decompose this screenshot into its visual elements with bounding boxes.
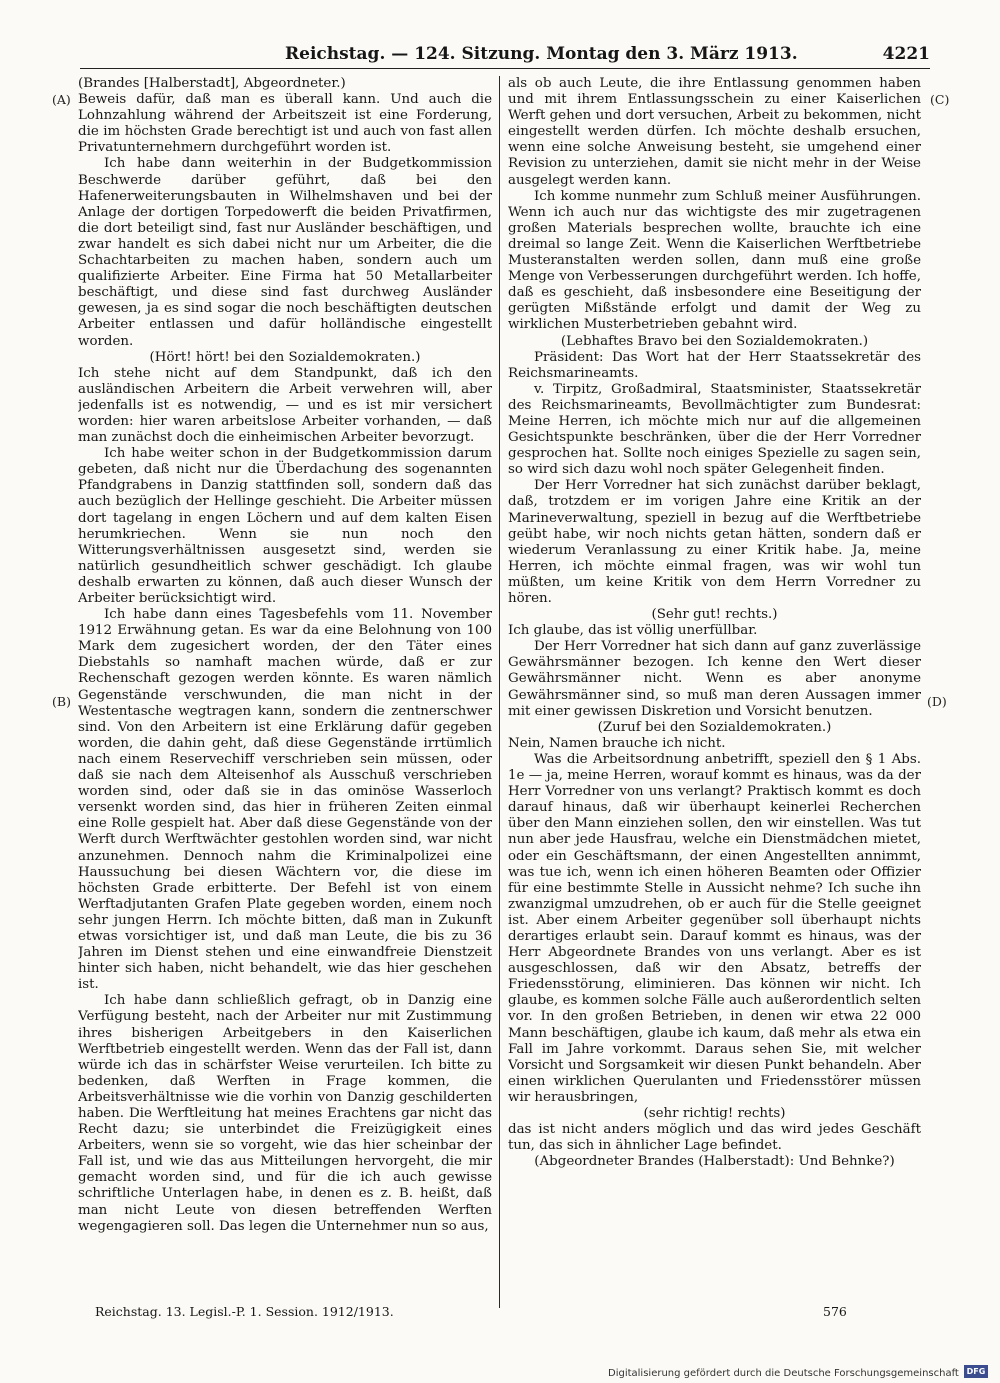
column-divider <box>499 76 500 1308</box>
running-header <box>80 44 930 69</box>
dfg-logo-icon: DFG <box>964 1365 988 1378</box>
paragraph: Was die Arbeitsordnung anbetrifft, speziell den § 1 Abs. 1e — ja, meine Herren, worauf kommt es hinaus, was da der Herr Vorredner von uns verlangt? Praktisch kommt es doch darauf hinaus, daß wir überhaupt keinerlei Recherchen über den Mann einziehen sollen, den wir einstellen. Was tut nun aber jede Hausfrau, welche ein Dienstmädchen mietet, oder ein Geschäftsmann, der einen Angestellten annimmt, was tue ich, wenn ich einen höheren Beamten oder Offizier für eine bestimmte Stelle in Aussicht nehme? Ich suche ihn zwanzigmal umzudrehen, ob er auch für die Stelle geeignet ist. Aber einem Arbeiter gegenüber soll überhaupt nichts derartiges erlaubt sein. Darauf kommt es hinaus, was der Herr Abgeordnete Brandes von uns verlangt. Aber es ist ausgeschlossen, daß wir den Absatz, betreffs der Friedensstörung, eliminieren. Das können wir nicht. Ich glaube, es kommen solche Fälle auch außerordentlich selten vor. In den großen Betrieben, in denen wir etwa 22 000 Mann beschäftigen, glaube ich kaum, daß mehr als etwa ein Fall im Jahre vorkommt. Daraus sehen Sie, mit welcher Vorsicht und Sorgsamkeit wir diesen Punkt behandeln. Aber einen wirklichen Querulanten und Friedensstörer müssen wir herausbringen, <box>508 751 921 1105</box>
footer-sheet-number: 576 <box>823 1304 847 1319</box>
interjection: (Abgeordneter Brandes (Halberstadt): Und Behnke?) <box>534 1154 895 1170</box>
margin-letter-b: (B) <box>52 694 71 709</box>
paragraph: Ich glaube, das ist völlig unerfüllbar. <box>508 623 758 639</box>
paragraph: Ich komme nunmehr zum Schluß meiner Ausführungen. Wenn ich auch nur das wichtigste des mir zugetragenen großen Materials besprechen wollte, brauchte ich eine dreimal so lange Zeit. Wenn die Kaiserlichen Werftbetriebe Musteranstalten werden sollen, dann muß eine große Menge von Verbesserungen durchgeführt werden. Ich hoffe, daß es geschieht, daß insbesondere eine Beseitigung der gerügten Mißstände erfolgt und damit der Weg zu wirklichen Musterbetrieben gebahnt wird. <box>508 188 921 333</box>
speaker-paragraph: v. Tirpitz, Großadmiral, Staatsminister, Staatssekretär des Reichsmarineamts, Bevollmächtigter zum Bundesrat: Meine Herren, ich möchte mich nur auf die allgemeinen Gesichtspunkte beschränken, über die der Herr Vorredner gesprochen hat. Sollte noch einiges Spezielle zu sagen sein, so wird sich dazu wohl noch später Gelegenheit finden. <box>508 381 921 478</box>
interjection: (Zuruf bei den Sozialdemokraten.) <box>597 719 832 735</box>
paragraph: Ich habe dann schließlich gefragt, ob in Danzig eine Verfügung besteht, nach der Arbeiter nur mit Zustimmung ihres bisherigen Arbeitgebers in den Kaiserlichen Werftbetrieb eingestellt werden. Wenn das der Fall ist, dann würde ich das in schärfster Weise verurteilen. Ich bitte zu bedenken, daß Werften in Frage kommen, die Arbeitsverhältnisse wie die vorhin von Danzig geschilderten haben. Die Werftleitung hat meines Erachtens gar nicht das Recht dazu; sie unterbindet die Freizügigkeit eines Arbeiters, wenn sie so vorgeht, wie das hier scheinbar der Fall ist, und wie das aus Mitteilungen hervorgeht, die mir gemacht worden sind, und für die ich auch gewisse schriftliche Unterlagen habe, in denen es z. B. heißt, daß man nicht Leute von diesen betreffenden Werften wegengagieren soll. Das legen die Unternehmer nun so aus, <box>78 993 492 1234</box>
margin-letter-d: (D) <box>927 694 947 709</box>
paragraph: Ich stehe nicht auf dem Standpunkt, daß ich den ausländischen Arbeitern die Arbeit verwehren will, aber jedenfalls ist es notwendig, — und es ist mir versichert worden: hier waren arbeitslose Arbeiter vorhanden, — daß man zunächst doch die einheimischen Arbeiter bevorzugt. <box>78 365 492 446</box>
speaker-paragraph: Präsident: Das Wort hat der Herr Staatssekretär des Reichsmarineamts. <box>508 349 921 381</box>
paragraph: Ich habe dann eines Tagesbefehls vom 11. November 1912 Erwähnung getan. Es war da eine Belohnung von 100 Mark dem zugesichert worden, der den Täter eines Diebstahls so namhaft machen würde, daß er zur Rechenschaft gezogen werden könnte. Es waren nämlich Gegenstände verschwunden, die man nicht in der Westentasche wegtragen kann, sondern die zentnerschwer sind. Von den Arbeitern ist eine Erklärung dafür gegeben worden, die dahin geht, daß diese Gegenstände irrtümlich nach einem Reservechiff verschrieben sein müssen, oder daß sie nach dem Alteisenhof als Ausschuß verschrieben worden sind, oder daß sie in das ominöse Wasserloch versenkt worden sind, das hier in früheren Zeiten einmal eine Rolle gespielt hat. Aber daß diese Gegenstände von der Werft durch Werftwächter gestohlen worden sind, war nicht anzunehmen. Dennoch nahm die Kriminalpolizei eine Haussuchung bei diesen Wächtern vor, die diese im höchsten Grade erbitterte. Der Befehl ist von einem Werftadjutanten Grafen Plate gegeben worden, einem noch sehr jungen Herrn. Ich möchte bitten, daß man in Zukunft etwas vorsichtiger ist, und daß man Leute, die bis zu 36 Jahren im Dienst stehen und eine einwandfreie Dienstzeit hinter sich haben, nicht behandelt, wie das hier geschehen ist. <box>78 607 492 993</box>
header-title: Reichstag. — 124. Sitzung. Montag den 3. März 1913. <box>285 44 798 64</box>
paragraph: Nein, Namen brauche ich nicht. <box>508 735 726 751</box>
footer-session-info: Reichstag. 13. Legisl.-P. 1. Session. 1912/1913. <box>95 1304 394 1319</box>
interjection: (Hört! hört! bei den Sozialdemokraten.) <box>149 349 421 365</box>
paragraph: das ist nicht anders möglich und das wird jedes Geschäft tun, das sich in ähnlicher Lage befindet. <box>508 1122 921 1154</box>
paragraph: Der Herr Vorredner hat sich zunächst darüber beklagt, daß, trotzdem er im vorigen Jahre eine Kritik an der Marineverwaltung, speziell in bezug auf die Werftbetriebe geübt habe, wir noch nichts getan hätten, sondern daß er wiederum Veranlassung zu einer Kritik habe. Ja, meine Herren, ich möchte einmal fragen, was wir wohl tun müßten, um keine Kritik von dem Herrn Vorredner zu hören. <box>508 478 921 606</box>
speaker-note: (Brandes [Halberstadt], Abgeordneter.) <box>78 76 346 91</box>
interjection: (sehr richtig! rechts) <box>643 1106 786 1121</box>
margin-letter-a: (A) <box>52 92 71 107</box>
page-number: 4221 <box>882 44 930 64</box>
interjection: (Sehr gut! rechts.) <box>651 607 778 623</box>
paragraph: Ich habe dann weiterhin in der Budgetkommission Beschwerde darüber geführt, daß bei den Hafenerweiterungsbauten in Wilhelmshaven und bei der Anlage der dortigen Torpedowerft die beiden Privatfirmen, die dort beteiligt sind, fast nur Ausländer beschäftigen, und zwar handelt es sich dabei nicht nur um Arbeiter, die die Schachtarbeiten zu machen haben, sondern auch um qualifizierte Arbeiter. Eine Firma hat 50 Metallarbeiter beschäftigt, und diese sind fast durchweg Ausländer gewesen, ja es sind sogar die noch beschäftigten deutschen Arbeiter entlassen und dafür holländische eingestellt worden. <box>78 156 492 349</box>
paragraph: Der Herr Vorredner hat sich dann auf ganz zuverlässige Gewährsmänner bezogen. Ich kenne den Wert dieser Gewährsmänner nicht. Wenn es aber anonyme Gewährsmänner sind, so muß man deren Aussagen immer mit einer gewissen Diskretion und Vorsicht benutzen. <box>508 639 921 719</box>
margin-letter-c: (C) <box>930 92 950 107</box>
interjection: (Lebhaftes Bravo bei den Sozialdemokraten.) <box>560 333 869 349</box>
digitization-credit: Digitalisierung gefördert durch die Deutsche Forschungsgemeinschaft <box>608 1368 959 1379</box>
paragraph: als ob auch Leute, die ihre Entlassung genommen haben und mit ihrem Entlassungsschein zu einer Kaiserlichen Werft gehen und dort versuchen, Arbeit zu bekommen, nicht eingestellt werden dürfen. Ich möchte deshalb ersuchen, wenn eine solche Anweisung besteht, sie umgehend einer Revision zu unterziehen, damit sie nicht mehr in der Weise ausgelegt werden kann. <box>508 76 921 188</box>
right-column <box>508 76 921 1302</box>
paragraph: Ich habe weiter schon in der Budgetkommission darum gebeten, daß nicht nur die Überdachung des sogenannten Pfandgrabens in Danzig stattfinden soll, sondern daß das auch bezüglich der Hellinge geschieht. Die Arbeiter müssen dort tagelang in engen Löchern und auf dem kalten Eisen herumkriechen. Wenn sie nun noch den Witterungsverhältnissen ausgesetzt sind, werden sie natürlich gesundheitlich schwer geschädigt. Ich glaube deshalb erwarten zu können, daß auch dieser Wunsch der Arbeiter berücksichtigt wird. <box>78 446 492 606</box>
left-column <box>78 76 492 1302</box>
paragraph: Beweis dafür, daß man es überall kann. Und auch die Lohnzahlung während der Arbeitszeit ist eine Forderung, die im höchsten Grade berechtigt ist und auch von fast allen Privatunternehmern durchgeführt worden ist. <box>78 92 492 156</box>
